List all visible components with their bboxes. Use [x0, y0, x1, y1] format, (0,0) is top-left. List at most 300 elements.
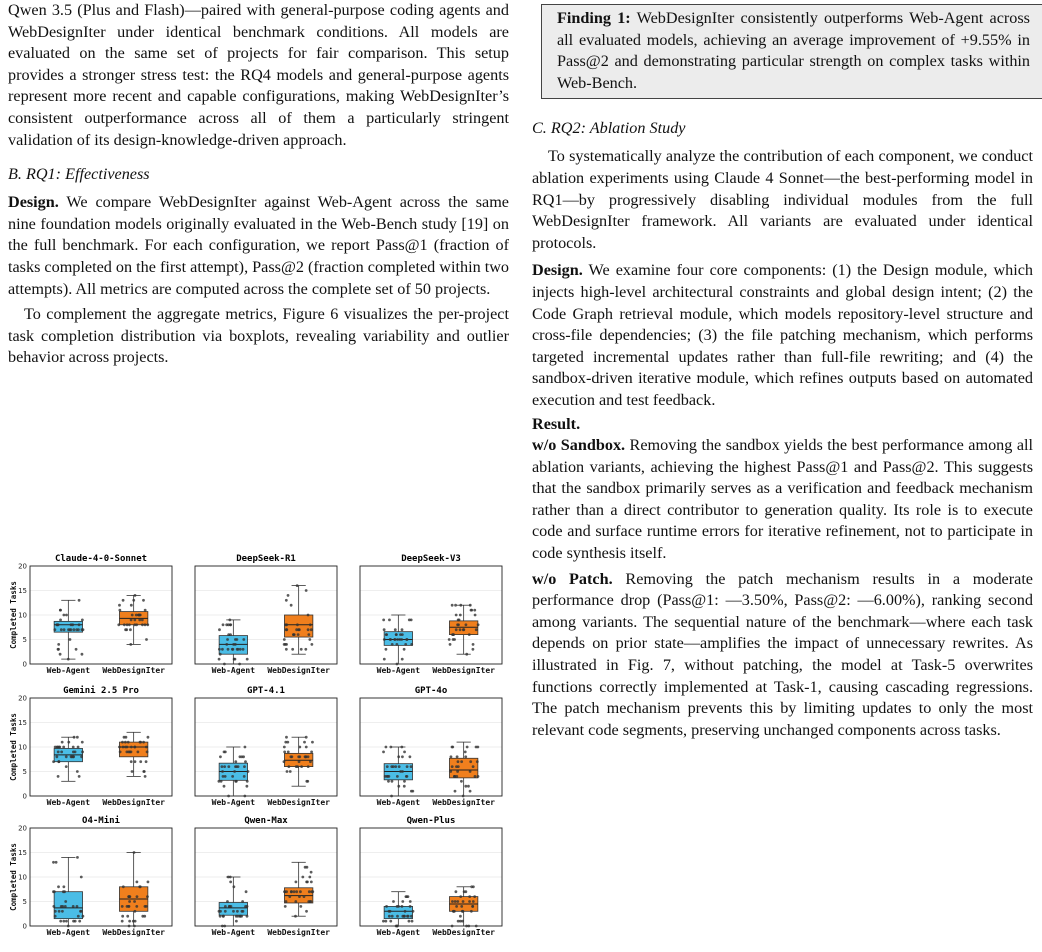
- data-point: [242, 648, 245, 651]
- data-point: [383, 658, 386, 661]
- data-point: [76, 736, 79, 739]
- data-point: [60, 905, 63, 908]
- data-point: [385, 905, 388, 908]
- data-point: [396, 925, 399, 928]
- data-point: [139, 741, 142, 744]
- data-point: [133, 900, 136, 903]
- data-point: [60, 628, 63, 631]
- data-point: [395, 633, 398, 636]
- data-point: [408, 619, 411, 622]
- category-label: WebDesignIter: [432, 928, 495, 937]
- panel-title: DeepSeek-R1: [236, 554, 296, 564]
- data-point: [228, 619, 231, 622]
- data-point: [305, 881, 308, 884]
- data-point: [77, 915, 80, 918]
- data-point: [67, 925, 70, 928]
- data-point: [127, 905, 130, 908]
- data-point: [403, 785, 406, 788]
- data-point: [135, 905, 138, 908]
- data-point: [58, 760, 61, 763]
- data-point: [475, 746, 478, 749]
- data-point: [465, 653, 468, 656]
- data-point: [284, 905, 287, 908]
- data-point: [294, 881, 297, 884]
- data-point: [241, 900, 244, 903]
- data-point: [460, 760, 463, 763]
- data-point: [229, 881, 232, 884]
- data-point: [451, 925, 454, 928]
- data-point: [477, 623, 480, 626]
- data-point: [139, 885, 142, 888]
- data-point: [119, 751, 122, 754]
- data-point: [454, 790, 457, 793]
- data-point: [298, 746, 301, 749]
- data-point: [388, 910, 391, 913]
- data-point: [63, 628, 66, 631]
- data-point: [285, 736, 288, 739]
- data-point: [234, 760, 237, 763]
- data-point: [54, 915, 57, 918]
- data-point: [448, 638, 451, 641]
- data-point: [457, 623, 460, 626]
- category-label: WebDesignIter: [102, 928, 165, 937]
- data-point: [62, 885, 65, 888]
- data-point: [457, 765, 460, 768]
- data-point: [386, 765, 389, 768]
- data-point: [141, 619, 144, 622]
- data-point: [454, 604, 457, 607]
- data-point: [472, 900, 475, 903]
- data-point: [246, 915, 249, 918]
- data-point: [303, 741, 306, 744]
- data-point: [384, 775, 387, 778]
- data-point: [308, 876, 311, 879]
- data-point: [382, 751, 385, 754]
- data-point: [411, 920, 414, 923]
- category-label: WebDesignIter: [267, 666, 330, 675]
- data-point: [459, 915, 462, 918]
- data-point: [147, 881, 150, 884]
- data-point: [239, 755, 242, 758]
- data-point: [81, 619, 84, 622]
- data-point: [451, 604, 454, 607]
- data-point: [466, 746, 469, 749]
- data-point: [232, 910, 235, 913]
- y-tick-label: 5: [22, 768, 27, 776]
- finding-text: WebDesignIter consistently outperforms Web-Agent across all evaluated models, achieving an average improvement of +9.55% in Pass@2 and demonstrating particular strength on complex tasks within Web-Bench.: [557, 9, 1030, 92]
- data-point: [462, 795, 465, 798]
- data-point: [451, 765, 454, 768]
- data-point: [59, 609, 62, 612]
- data-point: [134, 910, 137, 913]
- data-point: [307, 755, 310, 758]
- design-text: We compare WebDesignIter against Web-Agent across the same nine foundation models originally evaluated in the Web-Bench study [19] on the full benchmark. For each configuration, we report Pass@1 (fraction of tasks completed on the first attempt), Pass@2 (fraction completed within two attempts). All metrics are computed across the complete set of 50 projects.: [8, 193, 509, 298]
- data-point: [227, 795, 230, 798]
- data-point: [412, 910, 415, 913]
- data-point: [401, 633, 404, 636]
- data-point: [309, 623, 312, 626]
- data-point: [122, 885, 125, 888]
- data-point: [451, 633, 454, 636]
- category-label: WebDesignIter: [432, 798, 495, 807]
- data-point: [78, 775, 81, 778]
- data-point: [293, 890, 296, 893]
- data-point: [388, 619, 391, 622]
- data-point: [308, 638, 311, 641]
- data-point: [131, 770, 134, 773]
- data-point: [409, 905, 412, 908]
- data-point: [143, 915, 146, 918]
- data-point: [411, 790, 414, 793]
- data-point: [136, 751, 139, 754]
- data-point: [219, 915, 222, 918]
- patch-paragraph: [532, 569, 1033, 742]
- data-point: [136, 895, 139, 898]
- y-axis-label: Completed Tasks: [9, 581, 18, 649]
- data-point: [60, 751, 63, 754]
- data-point: [391, 643, 394, 646]
- data-point: [451, 900, 454, 903]
- data-point: [121, 905, 124, 908]
- patch-label: w/o Patch.: [532, 569, 613, 588]
- data-point: [77, 628, 80, 631]
- data-point: [244, 746, 247, 749]
- data-point: [233, 770, 236, 773]
- y-tick-label: 0: [22, 660, 27, 669]
- data-point: [472, 643, 475, 646]
- y-tick-label: 10: [18, 743, 27, 752]
- data-point: [394, 765, 397, 768]
- data-point: [453, 638, 456, 641]
- data-point: [473, 609, 476, 612]
- data-point: [128, 623, 131, 626]
- data-point: [142, 599, 145, 602]
- data-point: [310, 628, 313, 631]
- data-point: [237, 765, 240, 768]
- data-point: [224, 905, 227, 908]
- data-point: [401, 905, 404, 908]
- data-point: [283, 760, 286, 763]
- data-point: [133, 851, 136, 854]
- data-point: [133, 925, 136, 928]
- data-point: [130, 619, 133, 622]
- data-point: [461, 910, 464, 913]
- data-point: [239, 648, 242, 651]
- category-label: WebDesignIter: [267, 798, 330, 807]
- data-point: [464, 755, 467, 758]
- data-point: [124, 746, 127, 749]
- data-point: [245, 890, 248, 893]
- data-point: [245, 785, 248, 788]
- data-point: [469, 790, 472, 793]
- data-point: [387, 775, 390, 778]
- data-point: [58, 910, 61, 913]
- y-tick-label: 10: [18, 611, 27, 620]
- data-point: [457, 760, 460, 763]
- data-point: [396, 663, 399, 666]
- data-point: [309, 760, 312, 763]
- data-point: [465, 623, 468, 626]
- data-point: [57, 885, 60, 888]
- intro-paragraph: Qwen 3.5 (Plus and Flash)—paired with general-purpose coding agents and WebDesignIter under identical benchmark conditions. All models are evaluated on the same set of projects for fair comparison. This setup provides a stronger stress test: the RQ4 models and general-purpose agents represent more recent and capable configurations, making WebDesignIter’s consistent outperformance across all of them a particularly stringent validation of its design-knowledge-driven approach.: [8, 1, 509, 149]
- data-point: [403, 648, 406, 651]
- data-point: [309, 900, 312, 903]
- data-point: [231, 648, 234, 651]
- data-point: [291, 648, 294, 651]
- data-point: [459, 628, 462, 631]
- data-point: [81, 751, 84, 754]
- data-point: [79, 910, 82, 913]
- data-point: [118, 746, 121, 749]
- data-point: [456, 770, 459, 773]
- data-point: [298, 760, 301, 763]
- data-point: [64, 905, 67, 908]
- y-tick-label: 15: [18, 849, 27, 857]
- data-point: [217, 780, 220, 783]
- category-label: Web-Agent: [211, 928, 256, 937]
- panel-gpt-4o: [360, 686, 502, 807]
- data-point: [391, 915, 394, 918]
- data-point: [222, 623, 225, 626]
- data-point: [128, 900, 131, 903]
- data-point: [456, 755, 459, 758]
- data-point: [408, 920, 411, 923]
- data-point: [407, 895, 410, 898]
- data-point: [72, 905, 75, 908]
- data-point: [459, 614, 462, 617]
- data-point: [285, 628, 288, 631]
- data-point: [389, 920, 392, 923]
- data-point: [310, 643, 313, 646]
- data-point: [310, 881, 313, 884]
- data-point: [243, 775, 246, 778]
- data-point: [388, 915, 391, 918]
- data-point: [455, 614, 458, 617]
- data-point: [410, 915, 413, 918]
- data-point: [81, 915, 84, 918]
- data-point: [306, 866, 309, 869]
- left-column: [8, 0, 509, 369]
- data-point: [59, 619, 62, 622]
- data-point: [72, 920, 75, 923]
- data-point: [454, 890, 457, 893]
- data-point: [300, 765, 303, 768]
- data-point: [460, 780, 463, 783]
- data-point: [135, 623, 138, 626]
- data-point: [286, 770, 289, 773]
- data-point: [62, 890, 65, 893]
- data-point: [451, 746, 454, 749]
- data-point: [65, 765, 68, 768]
- data-point: [283, 638, 286, 641]
- data-point: [406, 915, 409, 918]
- data-point: [410, 643, 413, 646]
- data-point: [406, 638, 409, 641]
- data-point: [472, 765, 475, 768]
- panel-gpt-4-1: [195, 686, 337, 807]
- data-point: [395, 643, 398, 646]
- data-point: [238, 663, 241, 666]
- panel-claude-4-0-sonnet: [18, 554, 172, 675]
- y-tick-label: 5: [22, 898, 27, 906]
- data-point: [301, 876, 304, 879]
- data-point: [401, 755, 404, 758]
- data-point: [460, 905, 463, 908]
- data-point: [145, 905, 148, 908]
- panel-title: GPT-4.1: [247, 686, 285, 696]
- category-label: WebDesignIter: [102, 798, 165, 807]
- data-point: [391, 780, 394, 783]
- data-point: [218, 648, 221, 651]
- data-point: [146, 623, 149, 626]
- data-point: [246, 658, 249, 661]
- data-point: [72, 628, 75, 631]
- data-point: [57, 775, 60, 778]
- y-tick-label: 5: [22, 636, 27, 644]
- data-point: [242, 638, 245, 641]
- sandbox-paragraph: [532, 435, 1033, 565]
- data-point: [134, 920, 137, 923]
- data-point: [62, 746, 65, 749]
- data-point: [476, 760, 479, 763]
- data-point: [146, 895, 149, 898]
- data-point: [78, 623, 81, 626]
- data-point: [233, 658, 236, 661]
- data-point: [224, 910, 227, 913]
- data-point: [128, 895, 131, 898]
- data-point: [52, 861, 55, 864]
- data-point: [244, 760, 247, 763]
- data-point: [72, 755, 75, 758]
- data-point: [78, 920, 81, 923]
- data-point: [292, 633, 295, 636]
- data-point: [218, 628, 221, 631]
- panel-title: Qwen-Plus: [406, 816, 456, 826]
- data-point: [225, 643, 228, 646]
- data-point: [285, 900, 288, 903]
- data-point: [283, 746, 286, 749]
- data-point: [65, 920, 68, 923]
- data-point: [305, 746, 308, 749]
- data-point: [231, 775, 234, 778]
- data-point: [401, 900, 404, 903]
- data-point: [456, 900, 459, 903]
- data-point: [409, 900, 412, 903]
- data-point: [128, 920, 131, 923]
- data-point: [82, 628, 85, 631]
- data-point: [469, 770, 472, 773]
- data-point: [145, 760, 148, 763]
- section-b-heading: B. RQ1: Effectiveness: [8, 165, 150, 184]
- y-tick-label: 20: [18, 562, 27, 571]
- data-point: [287, 751, 290, 754]
- data-point: [117, 623, 120, 626]
- ablation-design-paragraph: [532, 260, 1033, 411]
- data-point: [396, 905, 399, 908]
- data-point: [247, 770, 250, 773]
- data-point: [394, 628, 397, 631]
- data-point: [135, 881, 138, 884]
- data-point: [81, 741, 84, 744]
- data-point: [234, 765, 237, 768]
- data-point: [223, 751, 226, 754]
- section-c-heading: C. RQ2: Ablation Study: [532, 119, 686, 138]
- data-point: [385, 633, 388, 636]
- data-point: [383, 638, 386, 641]
- data-point: [65, 614, 68, 617]
- data-point: [240, 915, 243, 918]
- y-tick-label: 20: [18, 824, 27, 833]
- data-point: [304, 648, 307, 651]
- category-label: Web-Agent: [376, 928, 421, 937]
- data-point: [130, 746, 133, 749]
- data-point: [145, 746, 148, 749]
- data-point: [303, 895, 306, 898]
- data-point: [477, 775, 480, 778]
- data-point: [469, 604, 472, 607]
- data-point: [297, 755, 300, 758]
- data-point: [52, 760, 55, 763]
- data-point: [475, 925, 478, 928]
- data-point: [462, 900, 465, 903]
- data-point: [469, 760, 472, 763]
- data-point: [123, 736, 126, 739]
- data-point: [300, 648, 303, 651]
- data-point: [52, 890, 55, 893]
- data-point: [139, 760, 142, 763]
- data-point: [465, 925, 468, 928]
- data-point: [393, 638, 396, 641]
- data-point: [403, 915, 406, 918]
- data-point: [122, 746, 125, 749]
- category-label: Web-Agent: [211, 798, 256, 807]
- data-point: [296, 623, 299, 626]
- boxplot-figure: [8, 548, 508, 952]
- data-point: [227, 765, 230, 768]
- sandbox-text: Removing the sandbox yields the best performance among all ablation variants, achieving the highest Pass@1 and Pass@2. This suggests that the sandbox primarily serves as a verification and feedback mechanism rather than a direct contributor to generation quality. Its role is to execute code and surface runtime errors for iterative refinement, not to participate in code synthesis itself.: [532, 436, 1033, 563]
- data-point: [229, 633, 232, 636]
- data-point: [455, 905, 458, 908]
- panel-title: DeepSeek-V3: [401, 554, 461, 564]
- data-point: [80, 755, 83, 758]
- data-point: [235, 638, 238, 641]
- data-point: [142, 741, 145, 744]
- data-point: [304, 755, 307, 758]
- data-point: [464, 890, 467, 893]
- y-tick-label: 0: [22, 922, 27, 931]
- data-point: [77, 746, 80, 749]
- data-point: [227, 648, 230, 651]
- category-label: Web-Agent: [46, 798, 91, 807]
- data-point: [123, 623, 126, 626]
- data-point: [459, 895, 462, 898]
- finding-label: Finding 1:: [557, 9, 631, 27]
- data-point: [406, 765, 409, 768]
- data-point: [290, 604, 293, 607]
- result-label: Result.: [532, 414, 581, 433]
- data-point: [223, 765, 226, 768]
- y-axis-label: Completed Tasks: [9, 713, 18, 781]
- data-point: [76, 770, 79, 773]
- category-label: Web-Agent: [376, 666, 421, 675]
- data-point: [474, 775, 477, 778]
- data-point: [132, 599, 135, 602]
- data-point: [144, 623, 147, 626]
- data-point: [244, 905, 247, 908]
- data-point: [55, 861, 58, 864]
- data-point: [404, 643, 407, 646]
- data-point: [392, 765, 395, 768]
